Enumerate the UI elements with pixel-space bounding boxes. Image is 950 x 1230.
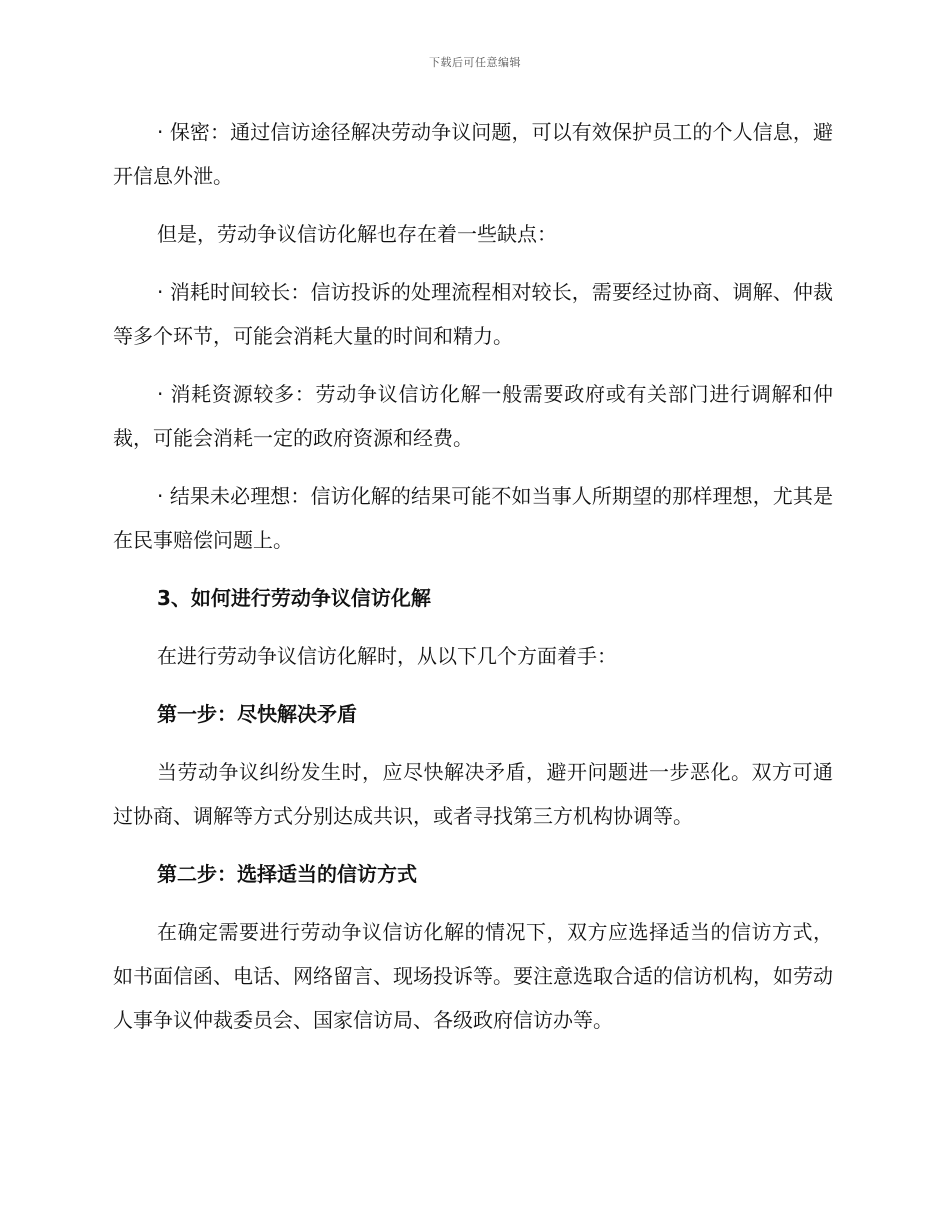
section-heading-how-to: 3、如何进行劳动争议信访化解 <box>157 586 431 610</box>
paragraph-approach-intro: 在进行劳动争议信访化解时，从以下几个方面着手： <box>157 644 617 668</box>
paragraph-resource-cost: · 消耗资源较多：劳动争议信访化解一般需要政府或有关部门进行调解和仲裁，可能会消耗一定的政府资源和经费。 <box>113 382 833 450</box>
page-header: 下载后可任意编辑 <box>429 56 521 69</box>
step-heading-2: 第二步：选择适当的信访方式 <box>157 862 417 886</box>
paragraph-result-uncertain: · 结果未必理想：信访化解的结果可能不如当事人所期望的那样理想，尤其是在民事赔偿问题上。 <box>113 484 833 552</box>
paragraph-time-cost: · 消耗时间较长：信访投诉的处理流程相对较长，需要经过协商、调解、仲裁等多个环节，可能会消耗大量的时间和精力。 <box>113 280 833 348</box>
step-heading-1: 第一步：尽快解决矛盾 <box>157 702 357 726</box>
paragraph-step-2: 在确定需要进行劳动争议信访化解的情况下，双方应选择适当的信访方式，如书面信函、电话、网络留言、现场投诉等。要注意选取合适的信访机构，如劳动人事争议仲裁委员会、国家信访局、各级政府信访办等。 <box>113 920 833 1032</box>
document-body <box>113 110 833 1056</box>
paragraph-drawbacks-intro: 但是，劳动争议信访化解也存在着一些缺点： <box>157 222 557 246</box>
paragraph-step-1: 当劳动争议纠纷发生时，应尽快解决矛盾，避开问题进一步恶化。双方可通过协商、调解等方式分别达成共识，或者寻找第三方机构协调等。 <box>113 760 833 828</box>
paragraph-confidentiality: · 保密：通过信访途径解决劳动争议问题，可以有效保护员工的个人信息，避开信息外泄。 <box>113 120 833 188</box>
